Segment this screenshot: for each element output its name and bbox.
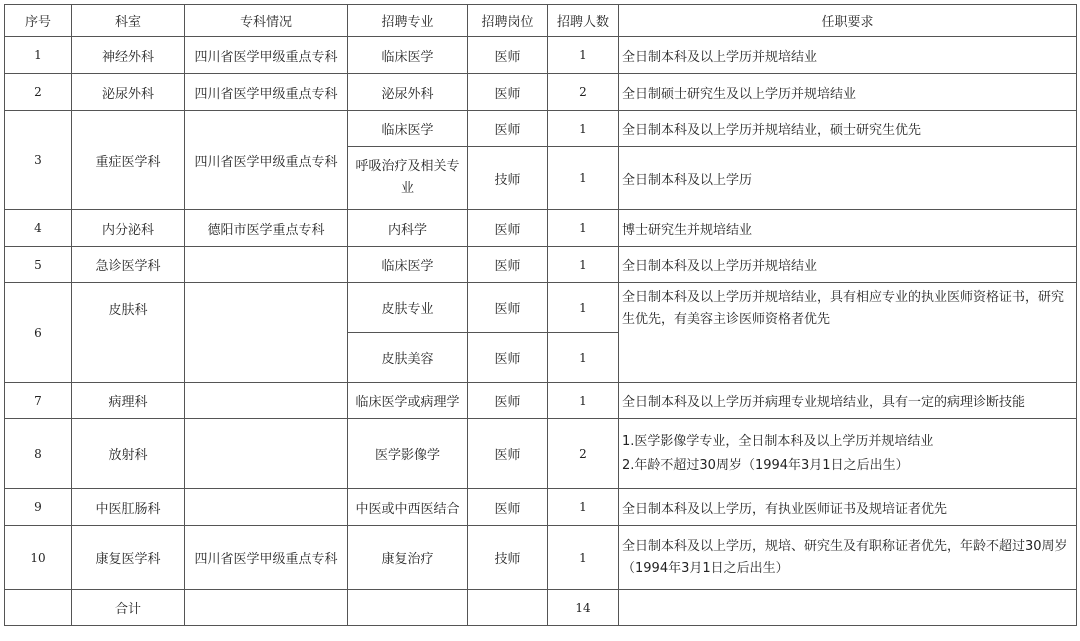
table-row: [5, 383, 1077, 419]
cell-position: 医师: [468, 489, 548, 526]
cell-requirements: 全日制本科及以上学历，规培、研究生及有职称证者优先，年龄不超过30周岁（1994年3月1日之后出生）: [619, 526, 1077, 590]
cell-count: 1: [548, 147, 619, 210]
cell-count: 1: [548, 333, 619, 383]
cell-seq: 2: [5, 74, 72, 111]
cell-position: 医师: [468, 74, 548, 111]
cell-specialty: 四川省医学甲级重点专科: [185, 37, 348, 74]
cell-requirements: 全日制硕士研究生及以上学历并规培结业: [619, 74, 1077, 111]
cell-seq: 7: [5, 383, 72, 419]
table-row: [5, 210, 1077, 247]
cell-empty: [348, 590, 468, 626]
cell-position: 医师: [468, 383, 548, 419]
cell-dept: 康复医学科: [72, 526, 185, 590]
cell-dept: 神经外科: [72, 37, 185, 74]
cell-specialty: [185, 419, 348, 489]
cell-position: 技师: [468, 147, 548, 210]
cell-position: 技师: [468, 526, 548, 590]
cell-requirements: 全日制本科及以上学历并规培结业: [619, 37, 1077, 74]
cell-empty: [468, 590, 548, 626]
cell-major: 皮肤专业: [348, 283, 468, 333]
cell-seq: 10: [5, 526, 72, 590]
cell-specialty: [185, 247, 348, 283]
cell-specialty: [185, 383, 348, 419]
cell-major: 内科学: [348, 210, 468, 247]
requirement-line: 1.医学影像学专业，全日制本科及以上学历并规培结业: [622, 433, 934, 449]
cell-dept: 泌尿外科: [72, 74, 185, 111]
cell-dept: 病理科: [72, 383, 185, 419]
cell-requirements: [619, 419, 1077, 489]
cell-requirements: 全日制本科及以上学历并规培结业，硕士研究生优先: [619, 111, 1077, 147]
cell-requirements: 全日制本科及以上学历并规培结业: [619, 247, 1077, 283]
cell-major: 康复治疗: [348, 526, 468, 590]
total-row: [5, 590, 1077, 626]
cell-position: 医师: [468, 419, 548, 489]
cell-empty: [5, 590, 72, 626]
cell-seq: 6: [5, 283, 72, 383]
cell-requirements: 博士研究生并规培结业: [619, 210, 1077, 247]
cell-major: 临床医学或病理学: [348, 383, 468, 419]
cell-count: 1: [548, 526, 619, 590]
cell-dept: 中医肛肠科: [72, 489, 185, 526]
cell-empty: [185, 590, 348, 626]
cell-count: 1: [548, 283, 619, 333]
cell-position: 医师: [468, 111, 548, 147]
table-row: [5, 489, 1077, 526]
cell-dept: 重症医学科: [72, 111, 185, 210]
cell-dept: 内分泌科: [72, 210, 185, 247]
total-count: 14: [548, 590, 619, 626]
cell-specialty: 四川省医学甲级重点专科: [185, 526, 348, 590]
cell-count: 1: [548, 383, 619, 419]
header-major: 招聘专业: [348, 5, 468, 37]
cell-position: 医师: [468, 37, 548, 74]
cell-specialty: 四川省医学甲级重点专科: [185, 111, 348, 210]
table-row: [5, 283, 1077, 333]
cell-major: 临床医学: [348, 37, 468, 74]
cell-specialty: 四川省医学甲级重点专科: [185, 74, 348, 111]
cell-major: 临床医学: [348, 111, 468, 147]
recruitment-table: [4, 4, 1077, 626]
cell-position: 医师: [468, 247, 548, 283]
cell-seq: 1: [5, 37, 72, 74]
cell-count: 1: [548, 489, 619, 526]
cell-empty: [619, 590, 1077, 626]
total-label: 合计: [72, 590, 185, 626]
cell-requirements: 全日制本科及以上学历: [619, 147, 1077, 210]
cell-major: 呼吸治疗及相关专业: [348, 147, 468, 210]
table-row: [5, 419, 1077, 489]
header-seq: 序号: [5, 5, 72, 37]
cell-count: 1: [548, 247, 619, 283]
cell-requirements: 全日制本科及以上学历，有执业医师证书及规培证者优先: [619, 489, 1077, 526]
cell-count: 1: [548, 111, 619, 147]
header-position: 招聘岗位: [468, 5, 548, 37]
table-row: [5, 74, 1077, 111]
cell-dept: 放射科: [72, 419, 185, 489]
cell-dept: 皮肤科: [72, 283, 185, 383]
cell-seq: 3: [5, 111, 72, 210]
requirement-line: 2.年龄不超过30周岁（1994年3月1日之后出生）: [622, 457, 909, 473]
header-row: [5, 5, 1077, 37]
cell-major: 泌尿外科: [348, 74, 468, 111]
table-row: [5, 526, 1077, 590]
cell-major: 临床医学: [348, 247, 468, 283]
cell-seq: 4: [5, 210, 72, 247]
cell-major: 医学影像学: [348, 419, 468, 489]
header-specialty: 专科情况: [185, 5, 348, 37]
table-row: [5, 37, 1077, 74]
header-count: 招聘人数: [548, 5, 619, 37]
cell-count: 2: [548, 74, 619, 111]
cell-count: 2: [548, 419, 619, 489]
cell-count: 1: [548, 210, 619, 247]
cell-requirements: 全日制本科及以上学历并病理专业规培结业，具有一定的病理诊断技能: [619, 383, 1077, 419]
cell-dept: 急诊医学科: [72, 247, 185, 283]
header-requirements: 任职要求: [619, 5, 1077, 37]
cell-position: 医师: [468, 210, 548, 247]
cell-major: 皮肤美容: [348, 333, 468, 383]
cell-requirements: 全日制本科及以上学历并规培结业，具有相应专业的执业医师资格证书，研究生优先，有美容主诊医师资格者优先: [619, 283, 1077, 383]
cell-position: 医师: [468, 283, 548, 333]
cell-specialty: 德阳市医学重点专科: [185, 210, 348, 247]
table-row: [5, 247, 1077, 283]
cell-position: 医师: [468, 333, 548, 383]
cell-specialty: [185, 489, 348, 526]
cell-seq: 5: [5, 247, 72, 283]
cell-seq: 8: [5, 419, 72, 489]
cell-seq: 9: [5, 489, 72, 526]
cell-specialty: [185, 283, 348, 383]
table-row: [5, 111, 1077, 147]
header-dept: 科室: [72, 5, 185, 37]
cell-major: 中医或中西医结合: [348, 489, 468, 526]
cell-count: 1: [548, 37, 619, 74]
